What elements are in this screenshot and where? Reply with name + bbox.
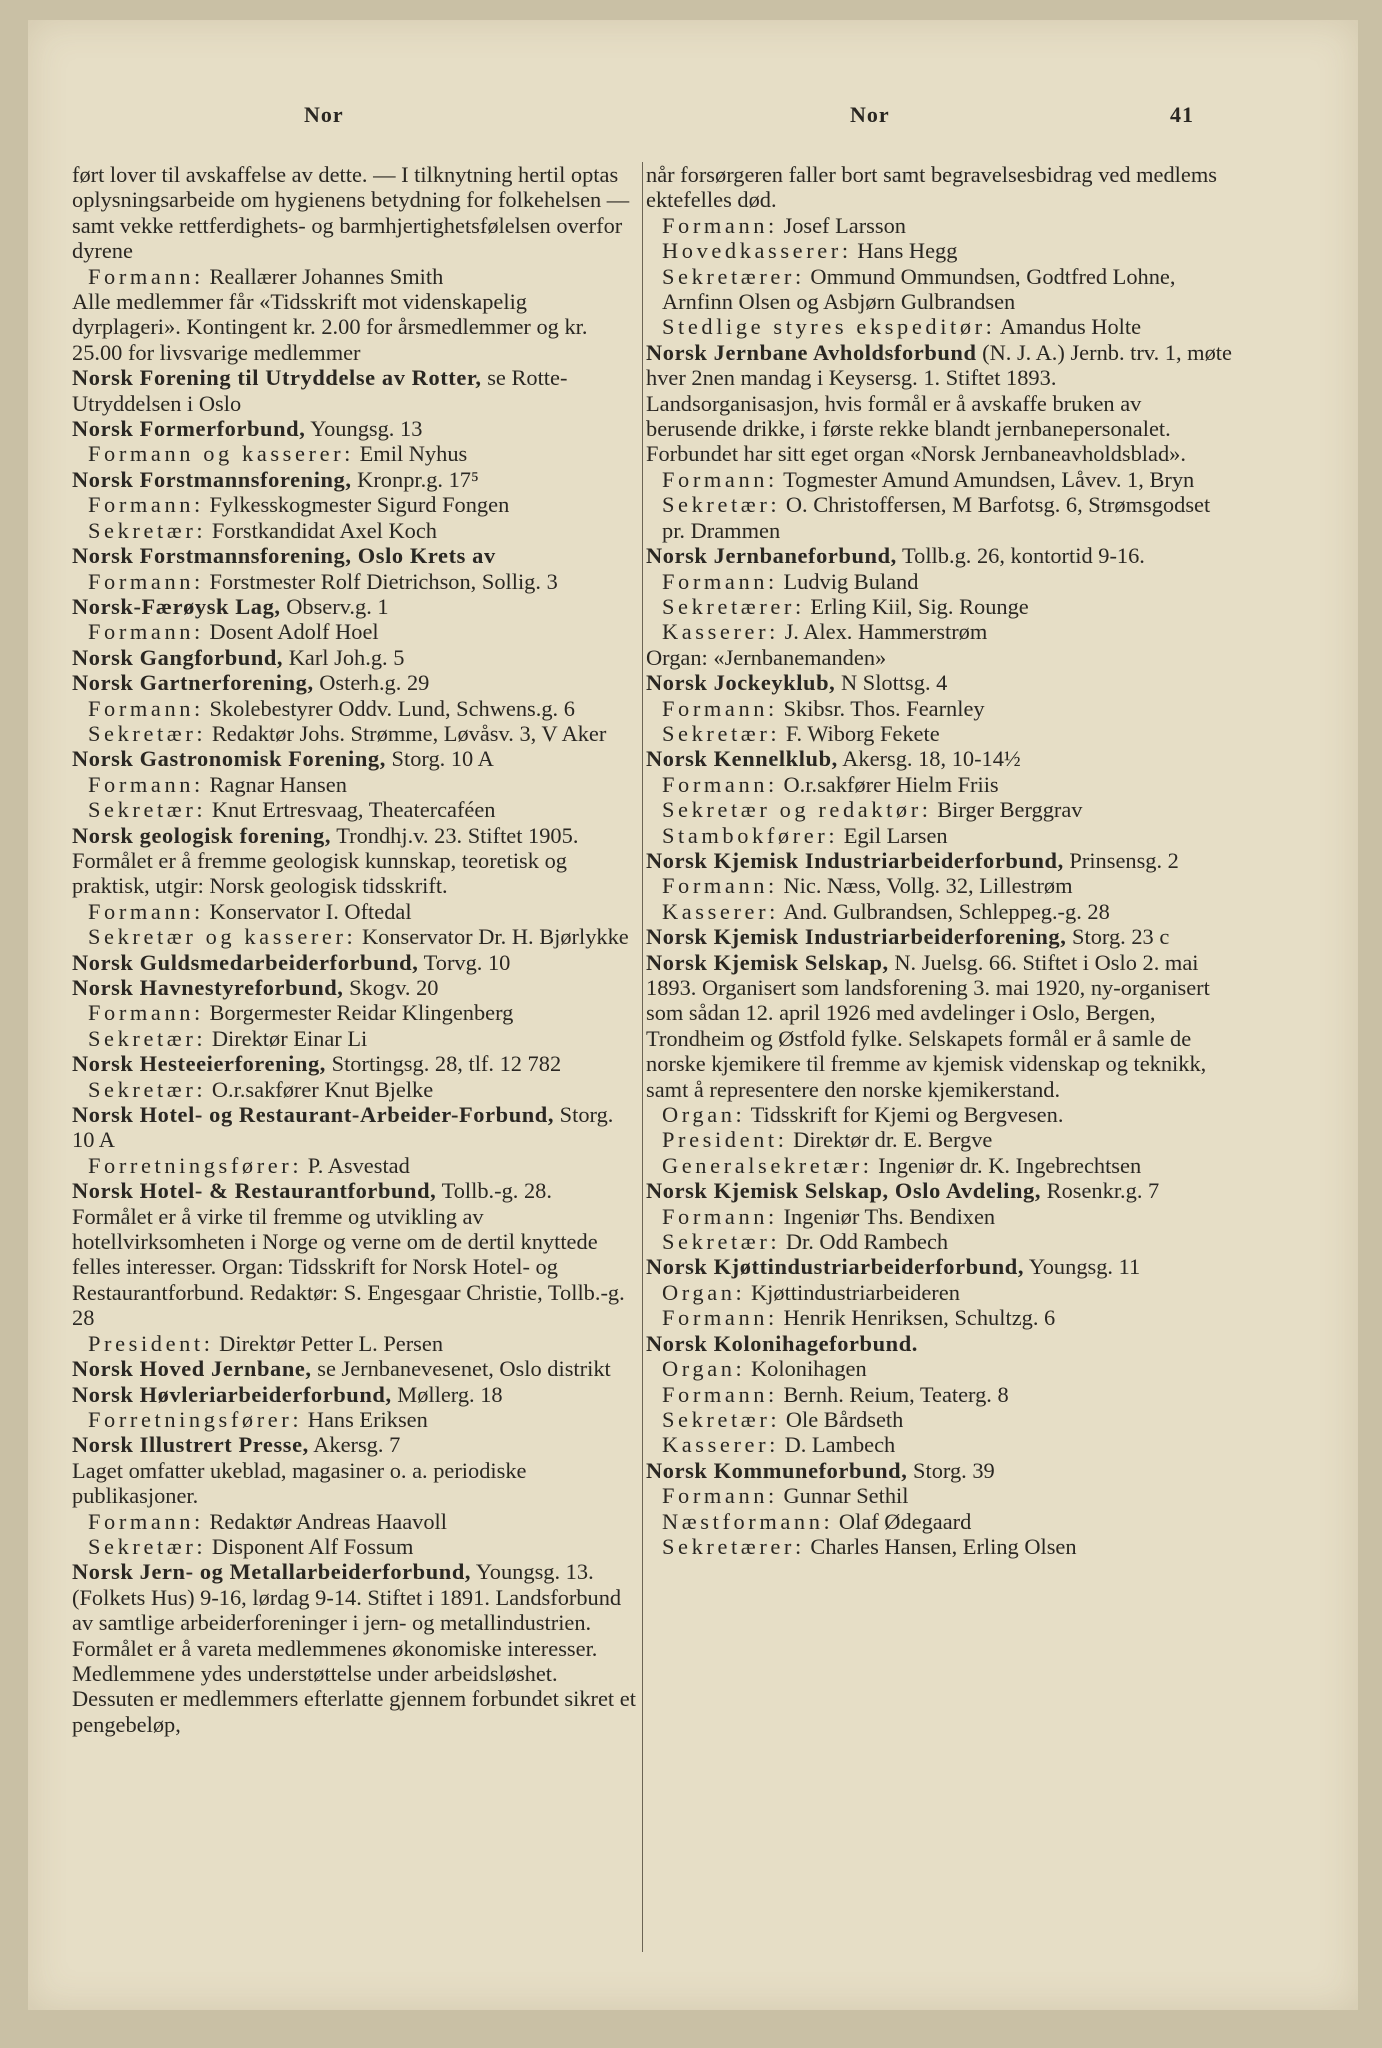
organization-name: Norsk Illustrert Presse, [72,1432,309,1458]
officer-role: Formann: [662,212,778,238]
entry-details: Alle medlemmer får «Tidsskrift mot videnskapelig dyrplageri». Kontingent kr. 2.00 for årsmedlemmer og kr. 25.00 for livsvarige medlemmer [72,289,588,365]
directory-entry [646,746,1232,771]
directory-entry [646,670,1232,695]
officer-name: Skolebestyrer Oddv. Lund, Schwens.g. 6 [209,695,575,721]
organization-name: Norsk Jockeyklub, [646,670,836,696]
officer-line [72,492,638,517]
officer-name: P. Asvestad [307,1152,410,1178]
directory-entry [72,1559,638,1737]
officer-name: Nic. Næss, Vollg. 32, Lillestrøm [783,873,1073,899]
entry-details: se Rotte-Utryddelsen i Oslo [72,365,568,416]
officer-name: Direktør Petter L. Persen [219,1330,444,1356]
officer-role: Formann: [88,568,204,594]
officer-line [72,797,638,822]
entry-details: Youngsg. 13. (Folkets Hus) 9-16, lørdag 9-14. Stiftet i 1891. Landsforbund av samtlige arbeiderforeninger i jern- og metallindustrien. Formålet er å vareta medlemmenes økonomiske interesser. Medlemmene ydes understøttelse under arbeidsløshet. Dessuten er medlemmers efterlatte gjennem forbundet sikret et pengebeløp, [72,1559,636,1737]
officer-role: Organ: [662,1356,746,1382]
entry-details: Storg. 23 c [1072,924,1170,950]
running-head-left: Nor [304,102,344,127]
officer-name: Hans Hegg [857,238,958,264]
officer-line [72,264,638,289]
officer-line [646,594,1232,619]
directory-entry [72,467,638,492]
officer-name: And. Gulbrandsen, Schleppeg.-g. 28 [783,898,1110,924]
entry-details: N Slottsg. 4 [840,670,948,696]
officer-line [646,467,1232,492]
entry-details: Observ.g. 1 [286,593,389,619]
column-divider [642,162,643,1952]
directory-entry [646,340,1232,467]
officer-role: Formann: [662,771,778,797]
officer-role: Formann: [662,1305,778,1331]
officer-name: Tidsskrift for Kjemi og Bergvesen. [750,1102,1064,1128]
officer-name: Erling Kiil, Sig. Rounge [810,593,1029,619]
officer-line [646,1509,1232,1534]
officer-name: J. Alex. Hammerstrøm [784,619,988,645]
directory-entry [72,594,638,619]
organization-name: Norsk geologisk forening, [72,822,332,848]
officer-line [72,518,638,543]
organization-name: Norsk Kennelklub, [646,746,838,772]
officer-role: Næstformann: [662,1508,834,1534]
directory-entry [646,950,1232,1102]
officer-name: Hans Eriksen [307,1406,428,1432]
organization-name: Norsk Hotel- & Restaurantforbund, [72,1178,437,1204]
directory-entry [646,924,1232,949]
officer-line [646,1280,1232,1305]
officer-role: Generalsekretær: [662,1152,873,1178]
officer-name: Konservator Dr. H. Bjørlykke [361,924,629,950]
officer-role: Sekretær: [662,720,781,746]
officer-name: Skibsr. Thos. Fearnley [783,695,985,721]
entry-details: Tollb.g. 26, kontortid 9-16. [902,543,1145,569]
officer-line [646,1305,1232,1330]
officer-line [646,1534,1232,1559]
officer-line [72,772,638,797]
officer-role: Formann: [662,466,778,492]
officer-line [646,721,1232,746]
officer-line [646,619,1232,644]
officer-role: Forretningsfører: [88,1406,303,1432]
entry-details: Tollb.-g. 28. Formålet er å virke til fremme og utvikling av hotellvirksomheten i Norge og verne om de dertil knyttede felles interesser. Organ: Tidsskrift for Norsk Hotel- og Restaurantforbund. Redaktør: S. Engesgaar Christie, Tollb.-g. 28 [72,1178,625,1331]
officer-name: Dosent Adolf Hoel [209,619,379,645]
directory-entry [72,416,638,441]
officer-role: Sekretær og kasserer: [88,924,357,950]
directory-entry [72,365,638,416]
officer-role: Sekretær: [662,1406,781,1432]
officer-role: Sekretær: [88,1025,207,1051]
officer-line [72,696,638,721]
officer-line [72,441,638,466]
officer-role: Kasserer: [662,619,779,645]
entry-details: Trondhj.v. 23. Stiftet 1905. Formålet er å fremme geologisk kunnskap, teoretisk og praktisk, utgir: Norsk geologisk tidsskrift. [72,822,579,899]
officer-line [646,569,1232,594]
officer-name: O.r.sakfører Hielm Friis [783,771,999,797]
officer-name: Fylkesskogmester Sigurd Fongen [209,492,510,518]
officer-name: Ingeniør Ths. Bendixen [783,1203,996,1229]
organization-name: Norsk Kjemisk Industriarbeiderforening, [646,924,1067,950]
organization-name: Norsk Kjemisk Selskap, Oslo Avdeling, [646,1178,1042,1204]
organization-name: Norsk Havnestyreforbund, [72,975,344,1000]
officer-line [72,1534,638,1559]
officer-line [646,1432,1232,1457]
officer-line [72,1000,638,1025]
officer-role: Sekretær: [88,1533,207,1559]
officer-line [646,1127,1232,1152]
entry-details: Akersg. 18, 10-14½ [842,746,1021,772]
officer-role: Sekretær og redaktør: [662,797,932,823]
officer-name: Dr. Odd Rambech [785,1229,949,1255]
entry-details: Laget omfatter ukeblad, magasiner o. a. periodiske publikasjoner. [72,1457,527,1509]
officer-role: Sekretær: [662,492,781,518]
organization-name: Norsk Forstmannsforening, [72,466,352,492]
organization-name: Norsk Jernbane Avholdsforbund [646,339,977,365]
organization-name: Norsk Gangforbund, [72,644,284,670]
directory-entry [72,1178,638,1330]
officer-role: Formann: [88,1508,204,1534]
officer-role: Stambokfører: [662,822,839,848]
directory-entry [646,848,1232,873]
officer-role: Formann: [662,1483,778,1509]
officer-line [72,569,638,594]
organization-name: Norsk Kjøttindustriarbeiderforbund, [646,1254,1025,1280]
entry-details: når forsørgeren faller bort samt begravelsesbidrag ved medlems ektefelles død. [646,162,1217,213]
entry-text [646,645,1232,670]
officer-line [646,899,1232,924]
organization-name: Norsk Jern- og Metallarbeiderforbund, [72,1559,472,1585]
entry-details: Organ: «Jernbanemanden» [646,644,887,670]
entry-details: ført lover til avskaffelse av dette. — I tilknytning hertil optas oplysningsarbeide om hygienens betydning for folkehelsen — samt vekke rettferdighets- og barmhjertighetsfølelsen overfor dyrene [72,162,630,264]
organization-name: Norsk Guldsmedarbeiderforbund, [72,949,419,975]
officer-role: Formann: [88,492,204,518]
officer-name: Egil Larsen [843,822,948,848]
directory-entry [72,1051,638,1076]
officer-name: Henrik Henriksen, Schultzg. 6 [783,1305,1056,1331]
directory-entry [72,543,638,568]
officer-role: Sekretær: [662,1229,781,1255]
organization-name: Norsk-Færøysk Lag, [72,593,281,619]
officer-role: Formann: [662,695,778,721]
officer-name: Ommund Ommundsen, Godtfred Lohne, Arnfinn Olsen og Asbjørn Gulbrandsen [662,263,1176,315]
officer-name: Gunnar Sethil [783,1483,909,1509]
entry-details: se Jernbanevesenet, Oslo distrikt [317,1356,611,1382]
officer-line [72,1407,638,1432]
entry-details: Osterh.g. 29 [319,670,430,696]
officer-role: Hovedkasserer: [662,238,852,264]
officer-name: Reallærer Johannes Smith [209,263,444,289]
organization-name: Norsk Gastronomisk Forening, [72,746,386,772]
officer-role: Formann: [662,1381,778,1407]
officer-role: Formann: [88,1000,204,1026]
officer-name: Togmester Amund Amundsen, Låvev. 1, Bryn [783,466,1195,492]
organization-name: Norsk Kjemisk Selskap, [646,949,889,975]
entry-details: Storg. 39 [913,1457,995,1483]
officer-name: Amandus Holte [999,314,1142,340]
officer-line [72,619,638,644]
officer-line [646,1153,1232,1178]
entry-details: Kronpr.g. 17⁵ [357,466,479,492]
officer-line [646,1382,1232,1407]
officer-role: Formann: [662,873,778,899]
directory-entry [72,670,638,695]
officer-line [72,1331,638,1356]
directory-entry [72,950,638,975]
officer-role: President: [662,1127,788,1153]
page [28,20,1358,2010]
officer-name: Borgermester Reidar Klingenberg [209,1000,514,1026]
officer-name: Direktør dr. E. Bergve [793,1127,993,1153]
officer-line [646,772,1232,797]
entry-text [72,162,638,264]
officer-line [72,1509,638,1534]
officer-line [646,823,1232,848]
officer-name: Redaktør Andreas Haavoll [209,1508,448,1534]
directory-entry [646,1178,1232,1203]
organization-name: Norsk Hesteeierforening, [72,1051,327,1077]
officer-line [72,924,638,949]
officer-role: Sekretærer: [662,1533,805,1559]
organization-name: Norsk Hoved Jernbane, [72,1356,312,1382]
entry-details: Storg. 10 A [72,1102,614,1153]
officer-line [72,1026,638,1051]
officer-line [646,1204,1232,1229]
entry-details: Storg. 10 A [391,746,494,772]
officer-line [72,1153,638,1178]
officer-line [646,1229,1232,1254]
entry-details: Rosenkr.g. 7 [1046,1178,1160,1204]
officer-role: Sekretær: [88,1076,207,1102]
officer-name: O. Christoffersen, M Barfotsg. 6, Strømsgodset pr. Drammen [662,492,1211,543]
organization-name: Norsk Formerforbund, [72,416,306,442]
entry-details: Møllerg. 18 [397,1381,503,1407]
officer-line [646,492,1232,543]
entry-details: Youngsg. 11 [1028,1254,1141,1280]
officer-line [72,899,638,924]
right-column [646,162,1232,1559]
officer-name: Disponent Alf Fossum [211,1533,414,1559]
officer-name: O.r.sakfører Knut Bjelke [211,1076,434,1102]
entry-details: Akersg. 7 [313,1432,401,1458]
officer-role: President: [88,1330,214,1356]
organization-name: Norsk Kjemisk Industriarbeiderforbund, [646,847,1064,873]
officer-role: Organ: [662,1102,746,1128]
officer-name: Bernh. Reium, Teaterg. 8 [783,1381,1009,1407]
officer-role: Formann: [662,1203,778,1229]
organization-name: Norsk Forstmannsforening, Oslo Krets av [72,543,496,569]
officer-line [646,213,1232,238]
directory-entry [646,1254,1232,1279]
directory-entry [646,543,1232,568]
entry-details: N. Juelsg. 66. Stiftet i Oslo 2. mai 1893. Organisert som landsforening 3. mai 1920, ny-organisert som sådan 12. april 1926 med avdelinger i Oslo, Bergen, Trondheim og Østfold fylke. Selskapets formål er å samle de norske kjemikere til fremme av kjemisk videnskap og teknikk, samt å representere den norske kjemikerstand. [646,949,1210,1102]
officer-line [646,797,1232,822]
directory-entry [72,746,638,771]
officer-role: Sekretær: [88,517,207,543]
officer-name: Ingeniør dr. K. Ingebrechtsen [878,1152,1142,1178]
officer-name: Ludvig Buland [783,568,919,594]
officer-name: Knut Ertresvaag, Theatercaféen [211,797,496,823]
directory-entry [72,1102,638,1153]
officer-name: Forstmester Rolf Dietrichson, Sollig. 3 [209,568,558,594]
entry-details: Stortingsg. 28, tlf. 12 782 [331,1051,562,1077]
officer-name: Redaktør Johs. Strømme, Løvåsv. 3, V Aker [211,720,607,746]
officer-name: Ragnar Hansen [209,771,347,797]
directory-entry [72,1432,638,1457]
directory-entry [72,1382,638,1407]
officer-line [72,1077,638,1102]
directory-entry [72,823,638,899]
entry-details: Youngsg. 13 [310,416,423,442]
officer-name: Kjøttindustriarbeideren [750,1279,960,1305]
officer-line [646,238,1232,263]
officer-line [646,696,1232,721]
officer-name: Ole Bårdseth [785,1406,904,1432]
running-head-center: Nor [850,102,890,127]
directory-entry [72,975,638,1000]
officer-role: Formann: [88,771,204,797]
officer-name: D. Lambech [784,1432,896,1458]
officer-name: Josef Larsson [783,212,906,238]
entry-details: Prinsensg. 2 [1069,847,1179,873]
organization-name: Norsk Forening til Utryddelse av Rotter, [72,365,482,391]
organization-name: Norsk Gartnerforening, [72,670,314,696]
entry-details: Skogv. 20 [349,975,439,1000]
officer-role: Formann: [88,263,204,289]
entry-details: (N. J. A.) Jernb. trv. 1, møte hver 2nen mandag i Keysersg. 1. Stiftet 1893. Landsorganisasjon, hvis formål er å avskaffe bruken av berusende drikke, i første rekke blandt jernbanepersonalet. Forbundet har sitt eget organ «Norsk Jernbaneavholdsblad». [646,339,1232,467]
directory-entry [72,1356,638,1381]
left-column [72,162,638,1737]
organization-name: Norsk Kommuneforbund, [646,1457,908,1483]
officer-role: Sekretær: [88,797,207,823]
directory-entry [72,645,638,670]
entry-text [72,1458,638,1509]
organization-name: Norsk Hotel- og Restaurant-Arbeider-Forbund, [72,1102,555,1128]
officer-line [646,873,1232,898]
officer-role: Sekretær: [88,720,207,746]
officer-role: Formann og kasserer: [88,441,355,467]
officer-line [646,314,1232,339]
officer-role: Stedlige styres ekspeditør: [662,314,996,340]
entry-details: Karl Joh.g. 5 [288,644,405,670]
officer-name: Charles Hansen, Erling Olsen [810,1533,1077,1559]
officer-line [646,1356,1232,1381]
page-number: 41 [1170,102,1194,127]
officer-role: Formann: [88,898,204,924]
directory-entry [646,1458,1232,1483]
officer-name: Forstkandidat Axel Koch [211,517,437,543]
officer-line [646,1102,1232,1127]
officer-role: Sekretærer: [662,263,805,289]
entry-text [72,289,638,365]
organization-name: Norsk Jernbaneforbund, [646,543,897,569]
officer-line [646,1483,1232,1508]
officer-name: Olaf Ødegaard [838,1508,972,1534]
officer-name: Kolonihagen [750,1356,867,1382]
officer-role: Sekretærer: [662,593,805,619]
officer-role: Kasserer: [662,898,779,924]
entry-details: Torvg. 10 [423,949,511,975]
organization-name: Norsk Høvleriarbeiderforbund, [72,1381,392,1407]
officer-role: Formann: [88,619,204,645]
officer-role: Forretningsfører: [88,1152,303,1178]
officer-line [646,1407,1232,1432]
directory-entry [646,1331,1232,1356]
entry-text [646,162,1232,213]
officer-name: Birger Berggrav [937,797,1083,823]
officer-line [646,264,1232,315]
officer-role: Kasserer: [662,1432,779,1458]
organization-name: Norsk Kolonihageforbund. [646,1330,918,1356]
officer-role: Formann: [662,568,778,594]
officer-name: F. Wiborg Fekete [785,720,940,746]
officer-role: Formann: [88,695,204,721]
officer-role: Organ: [662,1279,746,1305]
officer-name: Direktør Einar Li [211,1025,368,1051]
officer-name: Emil Nyhus [359,441,468,467]
officer-name: Konservator I. Oftedal [209,898,412,924]
officer-line [72,721,638,746]
